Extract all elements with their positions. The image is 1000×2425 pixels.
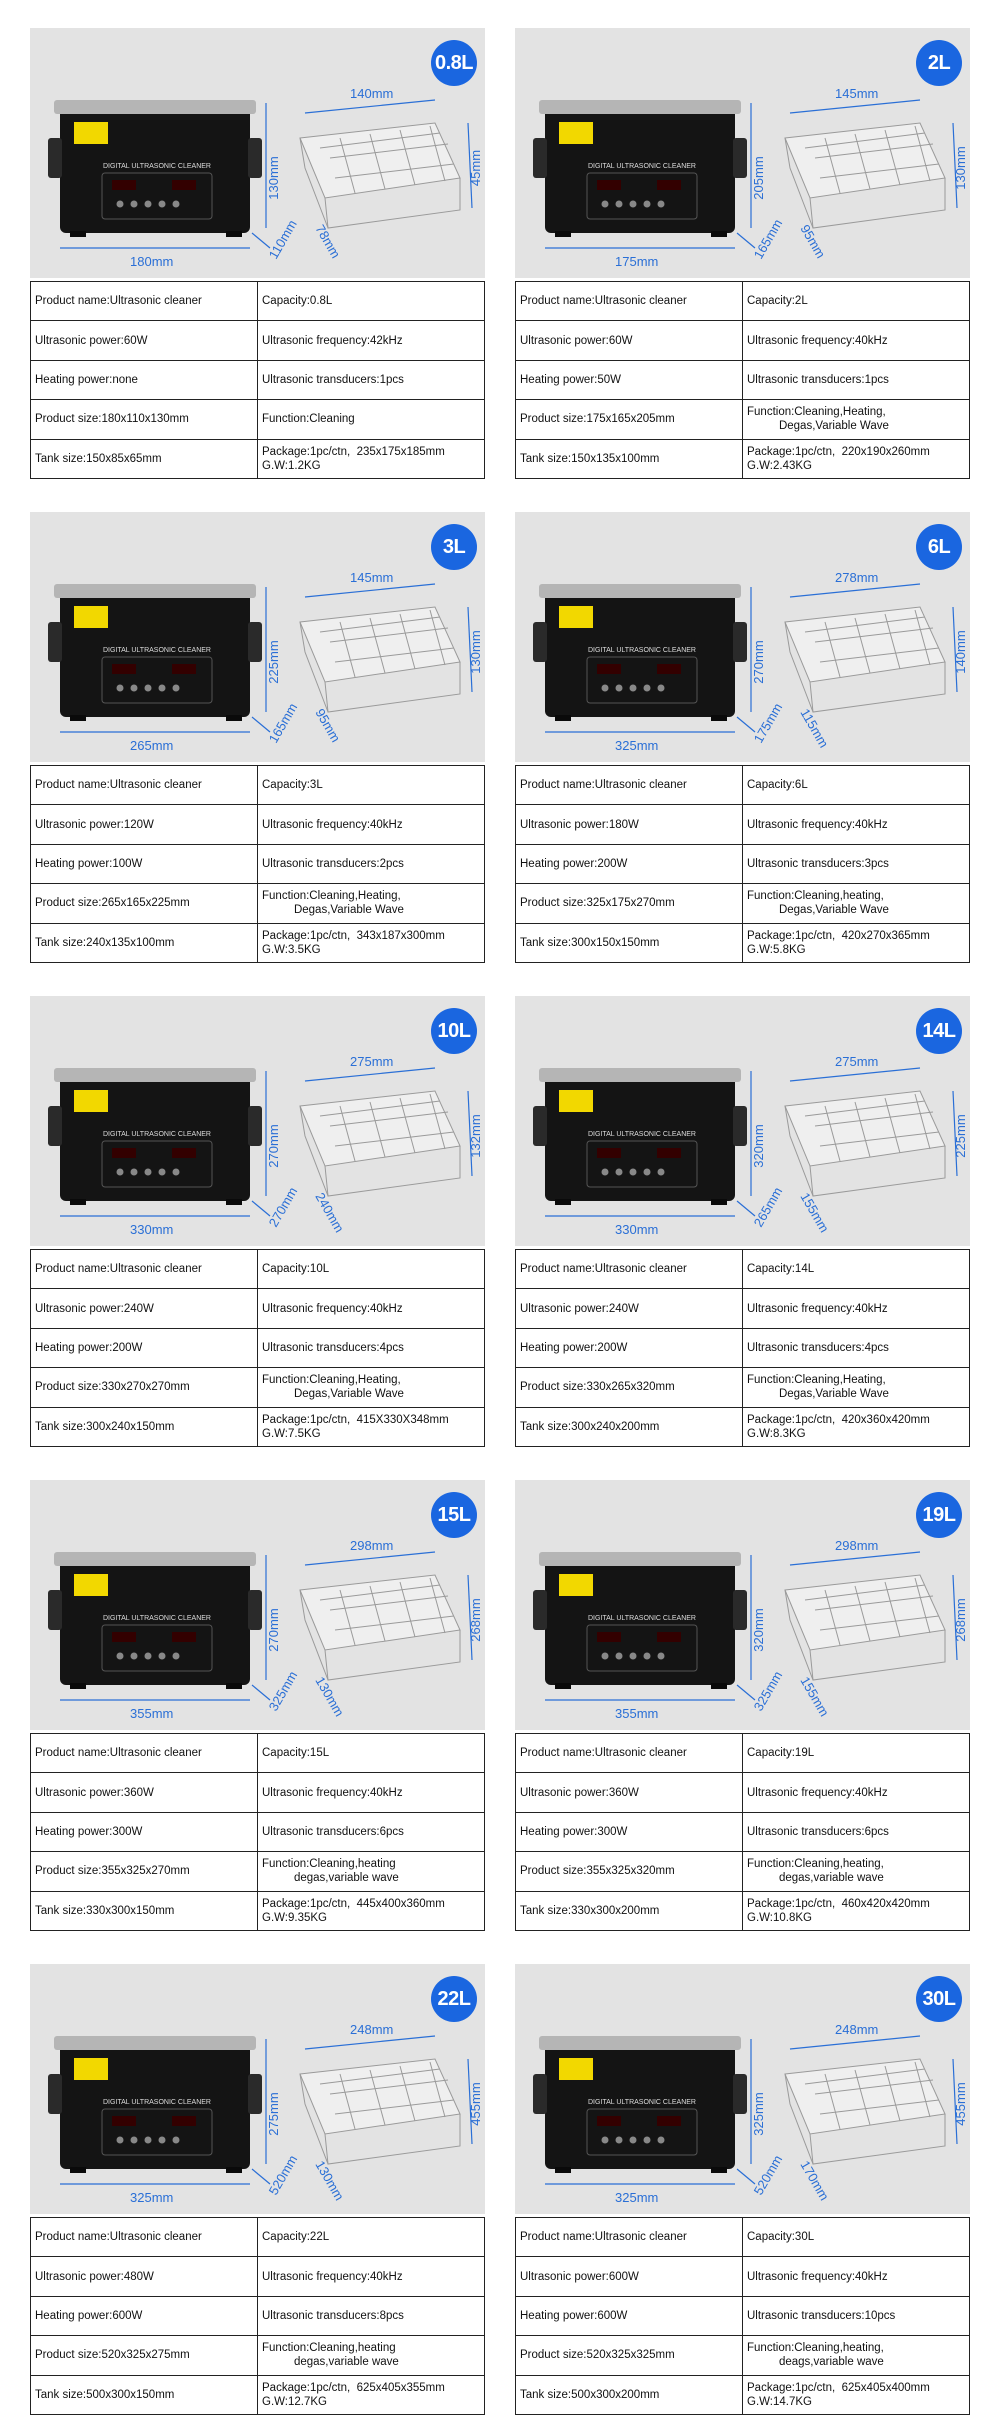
product-photo [30, 996, 485, 1246]
spec-row [516, 2336, 970, 2375]
basket-height-label: 455mm [468, 2082, 483, 2126]
device-depth-label: 175mm [750, 700, 786, 746]
spec-table [30, 2217, 485, 2415]
device-depth-label: 520mm [750, 2152, 786, 2198]
spec-row [516, 1328, 970, 1367]
spec-row [31, 2257, 485, 2296]
spec-cell-right: Package:1pc/ctn, 625x405x355mm G.W:12.7KG [258, 2375, 485, 2414]
spec-cell-left: Product size:175x165x205mm [516, 400, 743, 439]
spec-cell-right: Ultrasonic frequency:40kHz [258, 805, 485, 844]
device-label: DIGITAL ULTRASONIC CLEANER [102, 647, 212, 654]
spec-row [31, 1289, 485, 1328]
capacity-badge: 0.8L [431, 40, 477, 86]
spec-row [31, 439, 485, 478]
basket-width-label: 298mm [835, 1538, 879, 1553]
spec-cell-right: Ultrasonic transducers:4pcs [258, 1328, 485, 1367]
spec-cell-left: Tank size:500x300x200mm [516, 2375, 743, 2414]
spec-cell-left: Product size:265x165x225mm [31, 884, 258, 923]
spec-row [31, 1812, 485, 1851]
device-depth-label: 165mm [265, 700, 301, 746]
spec-row [31, 805, 485, 844]
spec-cell-right: Ultrasonic frequency:40kHz [258, 1289, 485, 1328]
wire-basket [300, 2059, 460, 2164]
spec-table [30, 765, 485, 963]
spec-cell-right: Package:1pc/ctn, 460x420x420mm G.W:10.8KG [743, 1891, 970, 1930]
spec-cell-left: Tank size:330x300x200mm [516, 1891, 743, 1930]
spec-row [31, 1250, 485, 1289]
spec-cell-right: Ultrasonic frequency:40kHz [743, 1773, 970, 1812]
spec-cell-left: Tank size:150x85x65mm [31, 439, 258, 478]
spec-row [516, 1852, 970, 1891]
spec-cell-right: Ultrasonic transducers:1pcs [258, 360, 485, 399]
spec-cell-left: Heating power:200W [516, 1328, 743, 1367]
product-photo [30, 512, 485, 762]
basket-height-label: 130mm [468, 630, 483, 674]
device-width-label: 325mm [615, 738, 659, 753]
spec-cell-left: Tank size:300x240x200mm [516, 1407, 743, 1446]
spec-cell-right: Package:1pc/ctn, 420x360x420mm G.W:8.3KG [743, 1407, 970, 1446]
spec-cell-right: Capacity:30L [743, 2218, 970, 2257]
cleaner-device [48, 584, 262, 721]
product-photo [515, 28, 970, 278]
wire-basket [785, 1091, 945, 1196]
spec-row [516, 923, 970, 962]
capacity-badge: 3L [431, 524, 477, 570]
spec-cell-right: Function:Cleaning,Heating, Degas,Variable Wave [743, 400, 970, 439]
basket-depth-label: 95mm [312, 706, 344, 745]
cleaner-device [533, 100, 747, 237]
product-illustration [515, 512, 970, 762]
basket-height-label: 225mm [953, 1114, 968, 1158]
product-illustration [30, 996, 485, 1246]
spec-table [515, 1733, 970, 1931]
basket-depth-label: 115mm [797, 706, 832, 751]
spec-cell-left: Heating power:300W [31, 1812, 258, 1851]
capacity-badge: 10L [431, 1008, 477, 1054]
spec-cell-left: Product name:Ultrasonic cleaner [31, 2218, 258, 2257]
spec-cell-right: Function:Cleaning,heating degas,variable wave [258, 2336, 485, 2375]
device-height-label: 270mm [266, 1608, 281, 1652]
product-photo [515, 996, 970, 1246]
device-height-label: 320mm [751, 1608, 766, 1652]
spec-cell-right: Capacity:14L [743, 1250, 970, 1289]
cleaner-device [48, 1552, 262, 1689]
device-height-label: 320mm [751, 1124, 766, 1168]
product-illustration [515, 1964, 970, 2214]
spec-cell-left: Product name:Ultrasonic cleaner [516, 1734, 743, 1773]
basket-height-label: 45mm [468, 149, 483, 187]
spec-cell-left: Product name:Ultrasonic cleaner [31, 1734, 258, 1773]
spec-cell-left: Heating power:300W [516, 1812, 743, 1851]
device-depth-label: 325mm [265, 1668, 301, 1714]
spec-cell-right: Capacity:19L [743, 1734, 970, 1773]
spec-cell-left: Product size:330x265x320mm [516, 1368, 743, 1407]
spec-row [516, 884, 970, 923]
basket-width-label: 145mm [350, 570, 394, 585]
spec-cell-right: Ultrasonic transducers:8pcs [258, 2296, 485, 2335]
basket-height-label: 132mm [468, 1114, 483, 1158]
wire-basket [300, 123, 460, 228]
spec-cell-right: Package:1pc/ctn, 220x190x260mm G.W:2.43KG [743, 439, 970, 478]
device-depth-label: 270mm [265, 1184, 301, 1230]
spec-row [31, 282, 485, 321]
spec-cell-left: Product size:520x325x275mm [31, 2336, 258, 2375]
spec-cell-right: Package:1pc/ctn, 420x270x365mm G.W:5.8KG [743, 923, 970, 962]
device-label: DIGITAL ULTRASONIC CLEANER [587, 1615, 697, 1622]
basket-width-label: 298mm [350, 1538, 394, 1553]
spec-cell-left: Product size:325x175x270mm [516, 884, 743, 923]
spec-cell-left: Product name:Ultrasonic cleaner [516, 1250, 743, 1289]
spec-row [516, 844, 970, 883]
spec-cell-right: Function:Cleaning,Heating, Degas,Variable Wave [258, 884, 485, 923]
spec-table [515, 2217, 970, 2415]
spec-row [516, 1289, 970, 1328]
spec-cell-left: Ultrasonic power:480W [31, 2257, 258, 2296]
spec-cell-left: Tank size:300x150x150mm [516, 923, 743, 962]
product-photo [30, 1480, 485, 1730]
spec-row [31, 1368, 485, 1407]
capacity-badge: 30L [916, 1976, 962, 2022]
spec-cell-left: Product name:Ultrasonic cleaner [31, 766, 258, 805]
spec-cell-right: Ultrasonic frequency:42kHz [258, 321, 485, 360]
device-label: DIGITAL ULTRASONIC CLEANER [587, 2099, 697, 2106]
spec-cell-right: Ultrasonic frequency:40kHz [258, 1773, 485, 1812]
cleaner-device [533, 1552, 747, 1689]
product-illustration [30, 1480, 485, 1730]
basket-height-label: 268mm [468, 1598, 483, 1642]
device-depth-label: 325mm [750, 1668, 786, 1714]
device-width-label: 180mm [130, 254, 174, 269]
spec-cell-left: Product name:Ultrasonic cleaner [31, 282, 258, 321]
spec-row [31, 923, 485, 962]
spec-cell-left: Product name:Ultrasonic cleaner [516, 282, 743, 321]
spec-row [516, 1734, 970, 1773]
product-illustration [515, 996, 970, 1246]
spec-cell-right: Ultrasonic transducers:3pcs [743, 844, 970, 883]
spec-cell-left: Ultrasonic power:180W [516, 805, 743, 844]
basket-height-label: 268mm [953, 1598, 968, 1642]
spec-cell-right: Package:1pc/ctn, 445x400x360mm G.W:9.35KG [258, 1891, 485, 1930]
spec-cell-left: Product size:180x110x130mm [31, 400, 258, 439]
spec-cell-right: Function:Cleaning,heating degas,variable wave [258, 1852, 485, 1891]
spec-cell-right: Capacity:3L [258, 766, 485, 805]
spec-cell-right: Function:Cleaning,heating, Degas,Variable Wave [743, 884, 970, 923]
cleaner-device [48, 100, 262, 237]
device-height-label: 270mm [751, 640, 766, 684]
spec-cell-left: Heating power:50W [516, 360, 743, 399]
spec-cell-left: Product name:Ultrasonic cleaner [31, 1250, 258, 1289]
device-height-label: 130mm [266, 156, 281, 200]
spec-table [515, 765, 970, 963]
device-width-label: 355mm [615, 1706, 659, 1721]
basket-height-label: 130mm [953, 146, 968, 190]
spec-cell-left: Ultrasonic power:240W [516, 1289, 743, 1328]
device-label: DIGITAL ULTRASONIC CLEANER [102, 1131, 212, 1138]
spec-cell-right: Capacity:0.8L [258, 282, 485, 321]
spec-cell-left: Product name:Ultrasonic cleaner [516, 766, 743, 805]
product-illustration [30, 512, 485, 762]
capacity-badge: 15L [431, 1492, 477, 1538]
spec-row [31, 1407, 485, 1446]
spec-row [516, 1368, 970, 1407]
spec-row [516, 400, 970, 439]
spec-table [515, 281, 970, 479]
spec-row [516, 766, 970, 805]
device-height-label: 205mm [751, 156, 766, 200]
basket-width-label: 248mm [835, 2022, 879, 2037]
wire-basket [785, 1575, 945, 1680]
spec-row [516, 1407, 970, 1446]
device-label: DIGITAL ULTRASONIC CLEANER [587, 647, 697, 654]
device-width-label: 175mm [615, 254, 659, 269]
spec-cell-left: Tank size:150x135x100mm [516, 439, 743, 478]
spec-cell-right: Function:Cleaning [258, 400, 485, 439]
spec-cell-right: Package:1pc/ctn, 343x187x300mm G.W:3.5KG [258, 923, 485, 962]
basket-height-label: 140mm [953, 630, 968, 674]
spec-cell-right: Ultrasonic transducers:6pcs [258, 1812, 485, 1851]
device-height-label: 270mm [266, 1124, 281, 1168]
basket-depth-label: 170mm [797, 2158, 833, 2204]
device-label: DIGITAL ULTRASONIC CLEANER [587, 1131, 697, 1138]
spec-row [31, 2336, 485, 2375]
basket-depth-label: 130mm [312, 2158, 348, 2204]
spec-row [31, 360, 485, 399]
device-width-label: 325mm [130, 2190, 174, 2205]
basket-width-label: 248mm [350, 2022, 394, 2037]
device-depth-label: 520mm [265, 2152, 301, 2198]
spec-cell-right: Ultrasonic transducers:10pcs [743, 2296, 970, 2335]
basket-width-label: 140mm [350, 86, 394, 101]
device-height-label: 325mm [751, 2092, 766, 2136]
spec-row [31, 1734, 485, 1773]
basket-width-label: 275mm [835, 1054, 879, 1069]
spec-table [515, 1249, 970, 1447]
spec-row [516, 360, 970, 399]
spec-row [516, 439, 970, 478]
spec-row [31, 884, 485, 923]
spec-cell-left: Product size:330x270x270mm [31, 1368, 258, 1407]
product-photo [30, 28, 485, 278]
spec-cell-left: Heating power:600W [31, 2296, 258, 2335]
spec-row [516, 321, 970, 360]
cleaner-device [533, 1068, 747, 1205]
basket-width-label: 275mm [350, 1054, 394, 1069]
spec-cell-right: Function:Cleaning,Heating, Degas,Variable Wave [743, 1368, 970, 1407]
spec-row [516, 1812, 970, 1851]
spec-cell-right: Ultrasonic frequency:40kHz [743, 2257, 970, 2296]
spec-cell-left: Product name:Ultrasonic cleaner [516, 2218, 743, 2257]
device-label: DIGITAL ULTRASONIC CLEANER [102, 163, 212, 170]
product-illustration [515, 1480, 970, 1730]
spec-cell-right: Function:Cleaning,heating, degas,variable wave [743, 1852, 970, 1891]
cleaner-device [533, 584, 747, 721]
device-label: DIGITAL ULTRASONIC CLEANER [102, 2099, 212, 2106]
spec-cell-right: Function:Cleaning,Heating, Degas,Variable Wave [258, 1368, 485, 1407]
spec-row [31, 400, 485, 439]
spec-cell-right: Ultrasonic frequency:40kHz [258, 2257, 485, 2296]
capacity-badge: 14L [916, 1008, 962, 1054]
spec-row [516, 2296, 970, 2335]
spec-cell-left: Product size:355x325x270mm [31, 1852, 258, 1891]
device-height-label: 275mm [266, 2092, 281, 2136]
spec-row [516, 2218, 970, 2257]
wire-basket [300, 607, 460, 712]
spec-cell-left: Heating power:100W [31, 844, 258, 883]
spec-cell-left: Product size:355x325x320mm [516, 1852, 743, 1891]
spec-row [31, 1891, 485, 1930]
wire-basket [785, 123, 945, 228]
spec-cell-left: Ultrasonic power:120W [31, 805, 258, 844]
device-depth-label: 165mm [750, 216, 786, 262]
spec-cell-left: Ultrasonic power:360W [31, 1773, 258, 1812]
spec-row [516, 1891, 970, 1930]
spec-row [31, 2375, 485, 2414]
cleaner-device [533, 2036, 747, 2173]
spec-cell-right: Capacity:6L [743, 766, 970, 805]
basket-depth-label: 240mm [312, 1190, 348, 1236]
spec-cell-left: Tank size:330x300x150mm [31, 1891, 258, 1930]
wire-basket [785, 607, 945, 712]
spec-cell-left: Product size:520x325x325mm [516, 2336, 743, 2375]
spec-cell-left: Heating power:600W [516, 2296, 743, 2335]
capacity-badge: 6L [916, 524, 962, 570]
spec-cell-right: Capacity:2L [743, 282, 970, 321]
device-width-label: 330mm [130, 1222, 174, 1237]
basket-height-label: 455mm [953, 2082, 968, 2126]
spec-cell-left: Tank size:300x240x150mm [31, 1407, 258, 1446]
product-photo [30, 1964, 485, 2214]
spec-cell-right: Ultrasonic transducers:4pcs [743, 1328, 970, 1367]
spec-cell-right: Capacity:22L [258, 2218, 485, 2257]
basket-width-label: 278mm [835, 570, 879, 585]
wire-basket [300, 1575, 460, 1680]
spec-row [31, 1773, 485, 1812]
spec-row [31, 766, 485, 805]
device-width-label: 355mm [130, 1706, 174, 1721]
spec-row [516, 2257, 970, 2296]
device-height-label: 225mm [266, 640, 281, 684]
product-photo [515, 1480, 970, 1730]
wire-basket [300, 1091, 460, 1196]
spec-row [516, 1773, 970, 1812]
capacity-badge: 2L [916, 40, 962, 86]
capacity-badge: 19L [916, 1492, 962, 1538]
spec-cell-left: Ultrasonic power:600W [516, 2257, 743, 2296]
spec-cell-left: Heating power:200W [31, 1328, 258, 1367]
spec-cell-left: Tank size:240x135x100mm [31, 923, 258, 962]
spec-row [31, 321, 485, 360]
spec-row [516, 1250, 970, 1289]
device-label: DIGITAL ULTRASONIC CLEANER [587, 163, 697, 170]
spec-row [31, 1852, 485, 1891]
spec-cell-right: Package:1pc/ctn, 235x175x185mm G.W:1.2KG [258, 439, 485, 478]
spec-cell-left: Ultrasonic power:360W [516, 1773, 743, 1812]
spec-cell-right: Ultrasonic transducers:2pcs [258, 844, 485, 883]
basket-depth-label: 95mm [797, 222, 829, 261]
device-width-label: 330mm [615, 1222, 659, 1237]
spec-row [516, 805, 970, 844]
product-photo [515, 512, 970, 762]
device-width-label: 325mm [615, 2190, 659, 2205]
spec-cell-right: Capacity:15L [258, 1734, 485, 1773]
product-illustration [30, 1964, 485, 2214]
spec-row [31, 2296, 485, 2335]
spec-row [516, 282, 970, 321]
product-illustration [30, 28, 485, 278]
spec-cell-left: Ultrasonic power:240W [31, 1289, 258, 1328]
cleaner-device [48, 2036, 262, 2173]
basket-depth-label: 130mm [312, 1674, 348, 1720]
spec-cell-left: Ultrasonic power:60W [31, 321, 258, 360]
spec-cell-left: Tank size:500x300x150mm [31, 2375, 258, 2414]
spec-cell-left: Ultrasonic power:60W [516, 321, 743, 360]
wire-basket [785, 2059, 945, 2164]
spec-cell-left: Heating power:200W [516, 844, 743, 883]
spec-table [30, 1249, 485, 1447]
spec-table [30, 1733, 485, 1931]
spec-cell-right: Ultrasonic transducers:6pcs [743, 1812, 970, 1851]
device-depth-label: 265mm [750, 1184, 786, 1230]
capacity-badge: 22L [431, 1976, 477, 2022]
spec-cell-right: Function:Cleaning,heating, deags,variable wave [743, 2336, 970, 2375]
spec-cell-right: Package:1pc/ctn, 415X330X348mm G.W:7.5KG [258, 1407, 485, 1446]
spec-cell-right: Ultrasonic frequency:40kHz [743, 805, 970, 844]
spec-cell-left: Heating power:none [31, 360, 258, 399]
spec-cell-right: Ultrasonic frequency:40kHz [743, 321, 970, 360]
spec-cell-right: Package:1pc/ctn, 625x405x400mm G.W:14.7KG [743, 2375, 970, 2414]
basket-depth-label: 155mm [797, 1190, 833, 1236]
device-width-label: 265mm [130, 738, 174, 753]
basket-depth-label: 78mm [312, 222, 344, 261]
cleaner-device [48, 1068, 262, 1205]
spec-row [31, 1328, 485, 1367]
spec-cell-right: Ultrasonic frequency:40kHz [743, 1289, 970, 1328]
spec-cell-right: Capacity:10L [258, 1250, 485, 1289]
device-depth-label: 110mm [265, 217, 300, 262]
spec-table [30, 281, 485, 479]
spec-row [31, 844, 485, 883]
spec-row [516, 2375, 970, 2414]
product-photo [515, 1964, 970, 2214]
device-label: DIGITAL ULTRASONIC CLEANER [102, 1615, 212, 1622]
spec-row [31, 2218, 485, 2257]
basket-depth-label: 155mm [797, 1674, 833, 1720]
spec-cell-right: Ultrasonic transducers:1pcs [743, 360, 970, 399]
basket-width-label: 145mm [835, 86, 879, 101]
product-illustration [515, 28, 970, 278]
